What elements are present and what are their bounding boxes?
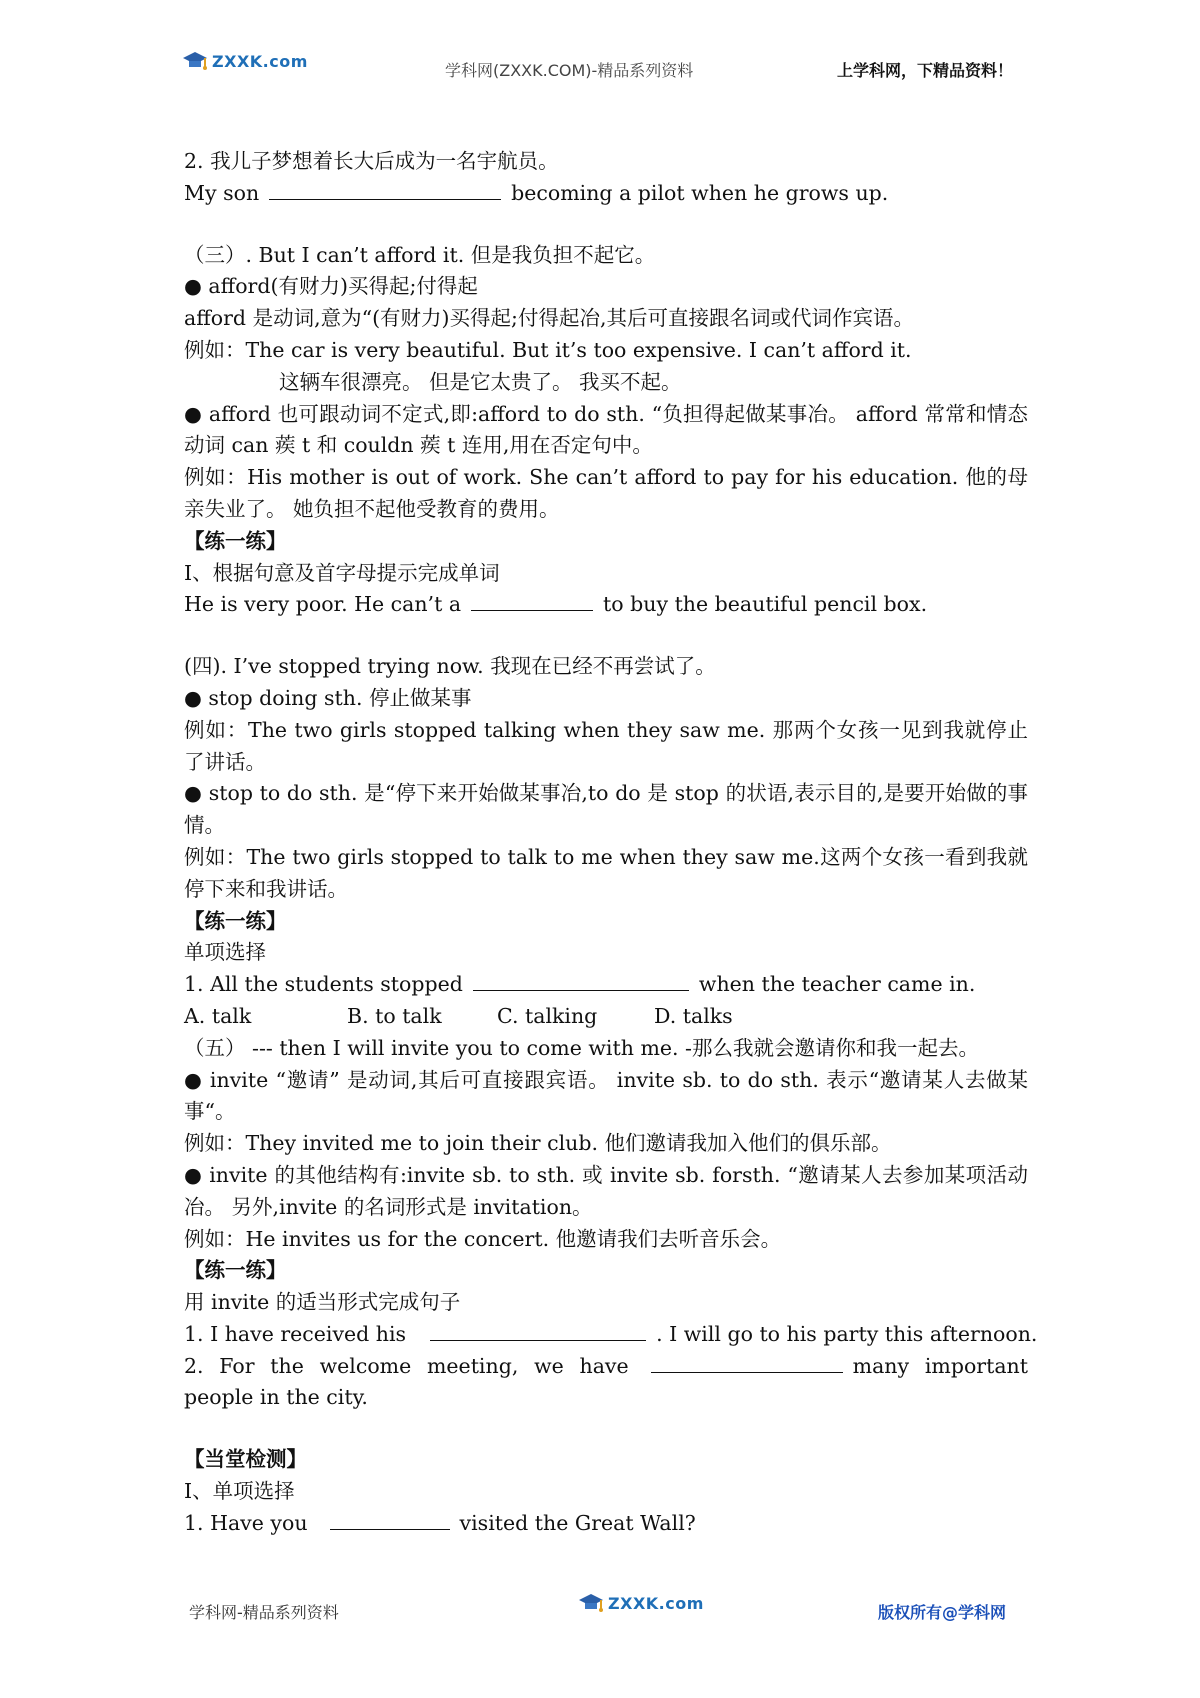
exercise-instruction: 单项选择 — [184, 940, 266, 965]
bullet-point: ● afford 也可跟动词不定式,即:afford to do sth. “负担得起做某事冶。 afford 常常和情态动词 can 蒺 t 和 couldn 蒺 t 连用,用在否定句中。 — [184, 401, 1028, 458]
answer-blank[interactable] — [269, 179, 501, 200]
example-line: 例如：The two girls stopped to talk to me when they saw me.这两个女孩一看到我就停下来和我讲话。 — [184, 844, 1028, 901]
bullet-point: ● invite “邀请” 是动词,其后可直接跟宾语。 invite sb. to do sth. 表示“邀请某人去做某事“。 — [184, 1067, 1028, 1124]
exercise-heading: 【练一练】 — [184, 528, 287, 553]
bullet-point: ● invite 的其他结构有:invite sb. to sth. 或 invite sb. forsth. “邀请某人去参加某项活动冶。 另外,invite 的名词形式是 invitation。 — [184, 1162, 1028, 1219]
exercise-heading: 【练一练】 — [184, 1258, 287, 1283]
exercise-heading: 【练一练】 — [184, 908, 287, 933]
section-heading: （五） --- then I will invite you to come with me. -那么我就会邀请你和我一起去。 — [184, 1035, 979, 1060]
footer-left-text: 学科网-精品系列资料 — [189, 1603, 339, 1622]
page-header — [0, 48, 1200, 88]
answer-blank[interactable] — [330, 1509, 450, 1530]
text-fragment: 1. I have received his — [184, 1321, 407, 1346]
example-line: 例如：The car is very beautiful. But it’s too expensive. I can’t afford it. — [184, 337, 912, 362]
option-c[interactable]: C. talking — [497, 1003, 598, 1028]
answer-blank[interactable] — [473, 970, 689, 991]
text-fragment: becoming a pilot when he grows up. — [511, 180, 889, 205]
option-d[interactable]: D. talks — [654, 1003, 733, 1028]
example-line: 例如：His mother is out of work. She can’t afford to pay for his education. 他的母亲失业了。 她负担不起他受教育的费用。 — [184, 465, 1028, 521]
footer-right-text: 版权所有@学科网 — [878, 1603, 1007, 1622]
exercise-instruction: 用 invite 的适当形式完成句子 — [184, 1290, 461, 1315]
fill-in-line — [184, 1508, 1028, 1540]
zxxk-logo — [182, 50, 308, 72]
exercise-instruction: I、单项选择 — [184, 1479, 295, 1504]
answer-options — [184, 1001, 1028, 1033]
section-heading: (四). I’ve stopped trying now. 我现在已经不再尝试了。 — [184, 654, 716, 679]
example-translation: 这辆车很漂亮。 但是它太贵了。 我买不起。 — [279, 369, 682, 394]
text-fragment: 2. For the welcome meeting, we have — [184, 1353, 629, 1378]
bullet-point: ● stop doing sth. 停止做某事 — [184, 685, 472, 710]
text-line: 2. 我儿子梦想着长大后成为一名宇航员。 — [184, 149, 559, 173]
zxxk-footer-logo — [578, 1592, 704, 1614]
answer-blank[interactable] — [430, 1320, 646, 1341]
page-footer — [0, 1590, 1200, 1630]
section-heading: （三）. But I can’t afford it. 但是我负担不起它。 — [184, 242, 656, 267]
graduation-cap-icon — [578, 1592, 604, 1614]
text-fragment: . I will go to his party this afternoon. — [656, 1321, 1038, 1346]
answer-blank[interactable] — [471, 590, 593, 611]
document-body — [184, 146, 1038, 1540]
fill-in-line — [184, 1319, 1038, 1351]
header-center-text: 学科网(ZXXK.COM)-精品系列资料 — [445, 61, 694, 80]
bullet-point: ● afford(有财力)买得起;付得起 — [184, 274, 478, 299]
option-a[interactable]: A. talk — [184, 1003, 252, 1028]
example-line: 例如：He invites us for the concert. 他邀请我们去听音乐会。 — [184, 1226, 782, 1251]
header-right-text: 上学科网，下精品资料！ — [837, 61, 1014, 80]
logo-text: ZXXK.com — [608, 1593, 704, 1613]
fill-in-line — [184, 969, 1028, 1001]
bullet-point: ● stop to do sth. 是“停下来开始做某事冶,to do 是 stop 的状语,表示目的,是要开始做的事情。 — [184, 781, 1028, 838]
text-fragment: 1. Have you — [184, 1510, 308, 1535]
fill-in-line — [184, 589, 1028, 621]
logo-text: ZXXK.com — [212, 51, 308, 71]
fill-in-line — [184, 1351, 1028, 1415]
text-fragment: He is very poor. He can’t a — [184, 592, 462, 617]
text-fragment: when the teacher came in. — [698, 972, 976, 997]
test-heading: 【当堂检测】 — [184, 1447, 307, 1472]
fill-in-line — [184, 178, 1028, 210]
answer-blank[interactable] — [651, 1352, 843, 1373]
example-line: 例如：They invited me to join their club. 他们邀请我加入他们的俱乐部。 — [184, 1131, 892, 1156]
text-line: afford 是动词,意为“(有财力)买得起;付得起冶,其后可直接跟名词或代词作宾语。 — [184, 306, 914, 331]
text-fragment: My son — [184, 180, 260, 205]
text-fragment: 1. All the students stopped — [184, 972, 463, 997]
example-line: 例如：The two girls stopped talking when they saw me. 那两个女孩一见到我就停止了讲话。 — [184, 717, 1028, 774]
exercise-instruction: I、根据句意及首字母提示完成单词 — [184, 560, 500, 585]
option-b[interactable]: B. to talk — [347, 1003, 442, 1028]
text-fragment: to buy the beautiful pencil box. — [603, 592, 928, 617]
graduation-cap-icon — [182, 50, 208, 72]
text-fragment: many important people in the city. — [184, 1353, 1028, 1410]
text-fragment: visited the Great Wall? — [459, 1510, 696, 1535]
